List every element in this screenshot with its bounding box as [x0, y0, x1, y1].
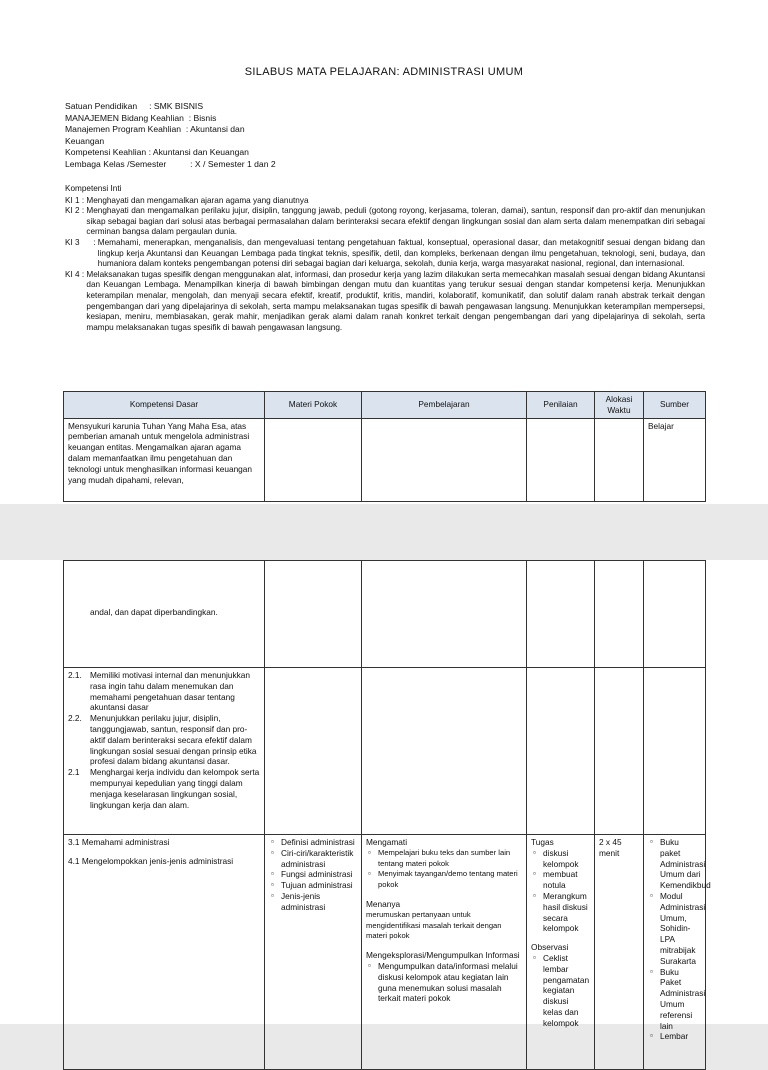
kd-text: Menghargai kerja individu dan kelompok serta mempunyai kepedulian yang tinggi dalam menjaga keselarasan lingkungan sosial, lingkungan kerja dan alam. [90, 767, 260, 810]
ki-text: Menghayati dan mengamalkan ajaran agama yang dianutnya [86, 195, 309, 205]
header-sumber: Sumber [644, 392, 706, 419]
sumber-cell [644, 668, 706, 835]
materi-item: ▫ Fungsi administrasi [269, 869, 357, 880]
table-row [64, 561, 706, 668]
materi-item: ▫ Definisi administrasi [269, 837, 357, 848]
ki-text: Melaksanakan tugas spesifik dengan menggunakan alat, informasi, dan prosedur kerja yang lazim dilakukan serta memecahkan masalah sesuai dengan bidang Akuntansi dan Keuangan Lembaga. Menampilkan kinerja di bawah bimbingan dengan mutu dan kuantitas yang terukur sesuai dengan standar kompetensi kerja. Menunjukkan keterampilan menalar, mengolah, dan menyaji secara efektif, kreatif, produktif, kritis, mandiri, kolaboratif, komunikatif, dan solutif dalam ranah abstrak terkait dengan pengembangan dari yang dipelajarinya di sekolah, serta mampu melaksanakan tugas spesifik di bawah pengawasan langsung. Menunjukkan keterampilan mempersepsi, kesiapan, meniru, membiasakan, gerak mahir, menjadikan gerak alami dalam ranah konkret terkait dengan pengembangan dari yang dipelajarinya di sekolah, serta mampu melaksanakan tugas spesifik di bawah pengawasan langsung. [86, 269, 705, 332]
alokasi-cell [595, 418, 644, 501]
sumber-item: ▫ Buku paket Administrasi Umum dari Kemendikbud [648, 837, 701, 891]
syllabus-table [63, 391, 706, 502]
sumber-item: ▫ Buku Paket Administrasi Umum referensi lain [648, 967, 701, 1032]
materi-item: ▫ Jenis-jenis administrasi [269, 891, 357, 913]
kd-number: 2.1. [68, 670, 82, 680]
ki-item [65, 206, 705, 238]
sumber-item: ▫ Modul Administrasi Umum, Sohidin-LPA mitrabijak Surakarta [648, 891, 701, 967]
alokasi-cell: 2 x 45 menit [595, 835, 644, 1070]
penilaian-cell [527, 561, 595, 668]
tugas-title: Tugas [531, 837, 554, 847]
eksplorasi-item: ▫ Mengumpulkan data/informasi melalui diskusi kelompok atau kegiatan lain guna menemukan solusi masalah terkait materi pokok [366, 961, 522, 1004]
eksplorasi-title: Mengeksplorasi/Mengumpulkan Informasi [366, 950, 520, 961]
tugas-list [531, 848, 590, 934]
ki-item [65, 270, 705, 334]
mengamati-list [366, 848, 522, 891]
materi-list [269, 837, 357, 913]
tugas-item: ▫ membuat notula [531, 869, 590, 891]
ki-item [65, 196, 705, 207]
kd-cell: Mensyukuri karunia Tuhan Yang Maha Esa, atas pemberian amanah untuk mengelola administrasi keuangan entitas. Mengamalkan ajaran agama dalam memanfaatkan ilmu pengetahuan dan teknologi untuk menghasilkan informasi keuangan yang mudah dipahami, relevan, [64, 418, 265, 501]
sumber-list [648, 837, 711, 1042]
observasi-item: ▫ Ceklist lembar pengamatan kegiatan diskusi kelas dan kelompok [531, 953, 590, 1029]
kompetensi-inti-block [65, 184, 705, 333]
kd-cell-sikap [64, 668, 265, 835]
kd-text: Menunjukkan perilaku jujur, disiplin, tanggungjawab, santun, responsif dan pro-aktif dalam berinteraksi secara efektif dalam lingkungan sosial sesuai dengan prinsip etika profesi dalam bidang akuntansi dasar. [90, 713, 257, 767]
mengamati-title: Mengamati [366, 837, 408, 847]
ki-text: Memahami, menerapkan, menganalisis, dan mengevaluasi tentang pengetahuan faktual, konseptual, operasional dasar, dan metakognitif sesuai dengan bidang dan lingkup kerja Akuntansi dan Keuangan Lembaga pada tingkat teknis, spesifik, detil, dan kompleks, berkenaan dengan ilmu pengetahuan, teknologi, seni, budaya, dan humaniora dalam konteks pengembangan potensi diri sebagai bagian dari keluarga, sekolah, dunia kerja, warga masyarakat nasional, regional, dan internasional. [97, 237, 705, 269]
sumber-item: ▫ Lembar [648, 1031, 701, 1042]
materi-cell [265, 561, 362, 668]
kd-3-1: 3.1 Memahami administrasi [68, 837, 170, 847]
penilaian-cell [527, 668, 595, 835]
materi-cell [265, 668, 362, 835]
identity-line: Lembaga Kelas /Semester : X / Semester 1 dan 2 [65, 158, 276, 169]
identity-line: Manajemen Program Keahlian : Akuntansi dan [65, 124, 245, 135]
ki-code: KI 2 : [65, 206, 87, 216]
ki-code: KI 4 : [65, 269, 87, 279]
identity-line: Satuan Pendidikan : SMK BISNIS [65, 101, 204, 111]
kd-item [68, 713, 260, 767]
materi-item: ▫ Tujuan administrasi [269, 880, 357, 891]
tugas-item: ▫ diskusi kelompok [531, 848, 590, 870]
ki-code: KI 3 : [65, 237, 98, 247]
header-kompetensi-dasar: Kompetensi Dasar [64, 392, 265, 419]
header-materi-pokok: Materi Pokok [265, 392, 362, 419]
kd-cell-pengetahuan [64, 835, 265, 1070]
tugas-item: ▫ Merangkum hasil diskusi secara kelompok [531, 891, 590, 934]
materi-pokok-cell [265, 835, 362, 1070]
ki-text: Menghayati dan mengamalkan perilaku jujur, disiplin, tanggung jawab, peduli (gotong royong, kerjasama, toleran, damai), santun, responsif dan pro-aktif dan menunjukan sikap sebagai bagian dari solusi atas berbagai permasalahan dalam berinteraksi secara efektif dengan lingkungan sosial dan alam serta dalam menempatkan diri sebagai cerminan bangsa dalam pergaulan dunia. [86, 206, 705, 237]
materi-item: ▫ Ciri-ciri/karakteristik administrasi [269, 848, 357, 870]
materi-cell [265, 418, 362, 501]
table-row [64, 668, 706, 835]
eksplorasi-list [366, 961, 522, 1004]
kd-item [68, 767, 260, 810]
penilaian-cell [527, 835, 595, 1070]
penilaian-cell [527, 418, 595, 501]
ki-item [65, 238, 705, 270]
identity-line: Keuangan [65, 135, 105, 146]
document-page-1 [0, 0, 768, 504]
kd-number: 2.2. [68, 713, 82, 724]
kd-4-1: 4.1 Mengelompokkan jenis-jenis administrasi [68, 855, 234, 866]
syllabus-table-continued [63, 560, 711, 1070]
kd-item [68, 670, 260, 713]
table-header-row [64, 392, 706, 419]
mengamati-item: ▫ Mempelajari buku teks dan sumber lain tentang materi pokok [366, 848, 522, 870]
kompetensi-inti-list [65, 196, 705, 334]
header-penilaian: Penilaian [527, 392, 595, 419]
kd-number: 2.1 [68, 767, 80, 778]
header-pembelajaran: Pembelajaran [362, 392, 527, 419]
observasi-list [531, 953, 590, 1029]
sumber-cell: Belajar [644, 418, 706, 501]
document-title: SILABUS MATA PELAJARAN: ADMINISTRASI UMUM [244, 66, 524, 78]
sumber-cell [644, 561, 706, 668]
menanya-text: merumuskan pertanyaan untuk mengidentifikasi masalah terkait dengan materi pokok [366, 909, 502, 941]
pembelajaran-cell [362, 561, 527, 668]
sumber-cell [644, 835, 711, 1070]
header-alokasi-waktu: Alokasi Waktu [595, 392, 644, 419]
pembelajaran-cell [362, 668, 527, 835]
identity-line: MANAJEMEN Bidang Keahlian : Bisnis [65, 112, 217, 123]
mengamati-item: ▫ Menyimak tayangan/demo tentang materi pokok [366, 869, 522, 891]
menanya-title: Menanya [366, 898, 401, 909]
table-row [64, 418, 706, 501]
kd-text: Memiliki motivasi internal dan menunjukkan rasa ingin tahu dalam menemukan dan memahami pengetahuan dasar tentang akuntansi dasar [90, 670, 251, 713]
pembelajaran-cell [362, 418, 527, 501]
identity-line: Kompetensi Keahlian : Akuntansi dan Keuangan [65, 147, 249, 158]
observasi-title: Observasi [531, 942, 569, 953]
alokasi-cell [595, 668, 644, 835]
alokasi-cell [595, 561, 644, 668]
pembelajaran-cell [362, 835, 527, 1070]
table-row [64, 835, 706, 1070]
identity-block [65, 101, 395, 171]
ki-code: KI 1 : [65, 195, 87, 205]
kompetensi-inti-heading: Kompetensi Inti [65, 184, 122, 193]
document-page-2 [0, 560, 768, 1042]
kd-cell-continued: andal, dan dapat diperbandingkan. [64, 561, 265, 668]
